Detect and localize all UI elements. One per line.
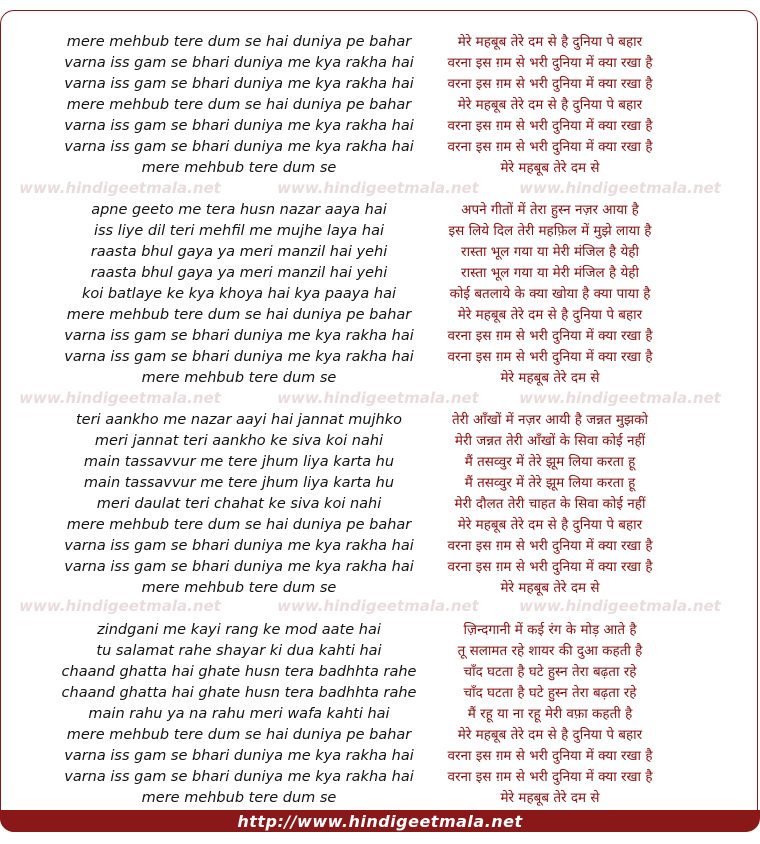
english-lyric-line: chaand ghatta hai ghate husn tera badhhta rahe xyxy=(61,685,417,701)
hindi-lyric-line: मेरे महबूब तेरे दम से है दुनिया पे बहार xyxy=(457,517,643,533)
english-lyric-line: raasta bhul gaya ya meri manzil hai yehi xyxy=(90,265,388,281)
watermark-text: www.hindigeetmala.net xyxy=(19,597,221,615)
watermark-text: www.hindigeetmala.net xyxy=(19,179,221,197)
hindi-lyric-line: वरना इस ग़म से भरी दुनिया में क्या रखा है xyxy=(447,328,653,344)
watermark-text: www.hindigeetmala.net xyxy=(277,389,479,407)
watermark-text: www.hindigeetmala.net xyxy=(519,179,721,197)
hindi-lyric-line: वरना इस ग़म से भरी दुनिया में क्या रखा है xyxy=(447,55,653,71)
hindi-lyric-line: मेरे महबूब तेरे दम से xyxy=(500,370,600,386)
hindi-stanza xyxy=(400,410,700,599)
english-lyric-line: mere mehbub tere dum se hai duniya pe bahar xyxy=(66,97,412,113)
hindi-lyric-line: ज़िन्दगानी में कई रंग के मोड़ आते है xyxy=(463,622,637,638)
hindi-lyric-line: कोई बतलाये के क्या खोया है क्या पाया है xyxy=(449,286,651,302)
hindi-lyric-line: वरना इस ग़म से भरी दुनिया में क्या रखा है xyxy=(447,349,653,365)
english-lyric-line: apne geeto me tera husn nazar aaya hai xyxy=(91,202,387,218)
watermark-row xyxy=(0,596,760,616)
english-stanza xyxy=(54,32,424,179)
english-lyric-line: varna iss gam se bhari duniya me kya rakha hai xyxy=(64,349,414,365)
english-lyric-line: mere mehbub tere dum se xyxy=(141,370,337,386)
hindi-lyric-line: मेरे महबूब तेरे दम से xyxy=(500,790,600,806)
hindi-lyric-line: मेरी दौलत तेरी चाहत के सिवा कोई नहीं xyxy=(454,496,646,512)
hindi-lyric-line: तेरी आँखों में नज़र आयी है जन्नत मुझको xyxy=(451,412,649,428)
hindi-lyric-line: मेरे महबूब तेरे दम से है दुनिया पे बहार xyxy=(457,307,643,323)
hindi-lyric-line: चाँद घटता है घटे हुस्न तेरा बढ़ता रहे xyxy=(463,664,637,680)
hindi-lyric-line: वरना इस ग़म से भरी दुनिया में क्या रखा है xyxy=(447,538,653,554)
english-lyric-line: mere mehbub tere dum se xyxy=(141,790,337,806)
english-lyric-line: varna iss gam se bhari duniya me kya rakha hai xyxy=(64,76,414,92)
hindi-lyric-line: रास्ता भूल गया या मेरी मंजिल है येही xyxy=(461,244,639,260)
hindi-lyric-line: मैं तसव्वुर में तेरे झूम लिया करता हू xyxy=(464,475,636,491)
english-lyric-line: varna iss gam se bhari duniya me kya rakha hai xyxy=(64,748,414,764)
hindi-lyric-line: मेरे महबूब तेरे दम से है दुनिया पे बहार xyxy=(457,34,643,50)
hindi-lyric-line: मेरे महबूब तेरे दम से xyxy=(500,580,600,596)
english-stanza xyxy=(54,200,424,389)
hindi-stanza xyxy=(400,32,700,179)
hindi-stanza xyxy=(400,620,700,809)
footer-link[interactable]: http://www.hindigeetmala.net xyxy=(237,812,523,831)
english-lyric-line: mere mehbub tere dum se xyxy=(141,580,337,596)
hindi-lyric-line: मेरे महबूब तेरे दम से है दुनिया पे बहार xyxy=(457,727,643,743)
watermark-text: www.hindigeetmala.net xyxy=(519,389,721,407)
hindi-lyric-line: वरना इस ग़म से भरी दुनिया में क्या रखा है xyxy=(447,118,653,134)
english-lyric-line: varna iss gam se bhari duniya me kya rakha hai xyxy=(64,769,414,785)
hindi-stanza xyxy=(400,200,700,389)
hindi-lyric-line: वरना इस ग़म से भरी दुनिया में क्या रखा है xyxy=(447,76,653,92)
watermark-row xyxy=(0,388,760,408)
hindi-lyric-line: मेरी जन्नत तेरी आँखों के सिवा कोई नहीं xyxy=(454,433,646,449)
english-lyric-line: main tassavvur me tere jhum liya karta hu xyxy=(83,475,395,491)
english-lyric-line: zindgani me kayi rang ke mod aate hai xyxy=(97,622,381,638)
english-stanza xyxy=(54,410,424,599)
hindi-lyric-line: मैं तसव्वुर में तेरे झूम लिया करता हू xyxy=(464,454,636,470)
english-lyric-line: teri aankho me nazar aayi hai jannat mujhko xyxy=(75,412,402,428)
hindi-lyric-line: इस लिये दिल तेरी महफ़िल में मुझे लाया है xyxy=(448,223,652,239)
english-lyric-line: main tassavvur me tere jhum liya karta hu xyxy=(83,454,395,470)
hindi-lyric-line: वरना इस ग़म से भरी दुनिया में क्या रखा है xyxy=(447,769,653,785)
english-lyric-line: varna iss gam se bhari duniya me kya rakha hai xyxy=(64,139,414,155)
english-lyric-line: mere mehbub tere dum se hai duniya pe bahar xyxy=(66,34,412,50)
hindi-lyric-line: मैं रहू या ना रहू मेरी वफ़ा कहती है xyxy=(467,706,633,722)
english-lyric-line: meri jannat teri aankho ke siva koi nahi xyxy=(94,433,384,449)
english-lyric-line: raasta bhul gaya ya meri manzil hai yehi xyxy=(90,244,388,260)
hindi-lyric-line: रास्ता भूल गया या मेरी मंजिल है येही xyxy=(461,265,639,281)
hindi-lyric-line: वरना इस ग़म से भरी दुनिया में क्या रखा है xyxy=(447,748,653,764)
english-lyric-line: varna iss gam se bhari duniya me kya rakha hai xyxy=(64,55,414,71)
hindi-lyric-line: अपने गीतों में तेरा हुस्न नज़र आया है xyxy=(461,202,639,218)
english-lyric-line: mere mehbub tere dum se hai duniya pe bahar xyxy=(66,307,412,323)
english-lyric-line: koi batlaye ke kya khoya hai kya paaya hai xyxy=(82,286,396,302)
watermark-row xyxy=(0,178,760,198)
english-lyric-line: varna iss gam se bhari duniya me kya rakha hai xyxy=(64,328,414,344)
english-lyric-line: iss liye dil teri mehfil me mujhe laya hai xyxy=(93,223,385,239)
hindi-lyric-line: वरना इस ग़म से भरी दुनिया में क्या रखा है xyxy=(447,559,653,575)
hindi-lyric-line: मेरे महबूब तेरे दम से है दुनिया पे बहार xyxy=(457,97,643,113)
hindi-lyric-line: चाँद घटता है घटे हुस्न तेरा बढ़ता रहे xyxy=(463,685,637,701)
hindi-lyric-line: वरना इस ग़म से भरी दुनिया में क्या रखा है xyxy=(447,139,653,155)
watermark-text: www.hindigeetmala.net xyxy=(277,597,479,615)
english-lyric-line: tu salamat rahe shayar ki dua kahti hai xyxy=(96,643,382,659)
english-lyric-line: main rahu ya na rahu meri wafa kahti hai xyxy=(88,706,390,722)
watermark-text: www.hindigeetmala.net xyxy=(519,597,721,615)
watermark-text: www.hindigeetmala.net xyxy=(277,179,479,197)
english-lyric-line: mere mehbub tere dum se xyxy=(141,160,337,176)
english-stanza xyxy=(54,620,424,809)
english-lyric-line: varna iss gam se bhari duniya me kya rakha hai xyxy=(64,559,414,575)
hindi-lyric-line: तू सलामत रहे शायर की दुआ कहती है xyxy=(457,643,643,659)
hindi-lyric-line: मेरे महबूब तेरे दम से xyxy=(500,160,600,176)
english-lyric-line: mere mehbub tere dum se hai duniya pe bahar xyxy=(66,517,412,533)
english-lyric-line: varna iss gam se bhari duniya me kya rakha hai xyxy=(64,118,414,134)
english-lyric-line: mere mehbub tere dum se hai duniya pe bahar xyxy=(66,727,412,743)
english-lyric-line: varna iss gam se bhari duniya me kya rakha hai xyxy=(64,538,414,554)
english-lyric-line: meri daulat teri chahat ke siva koi nahi xyxy=(96,496,382,512)
watermark-text: www.hindigeetmala.net xyxy=(19,389,221,407)
english-lyric-line: chaand ghatta hai ghate husn tera badhhta rahe xyxy=(61,664,417,680)
